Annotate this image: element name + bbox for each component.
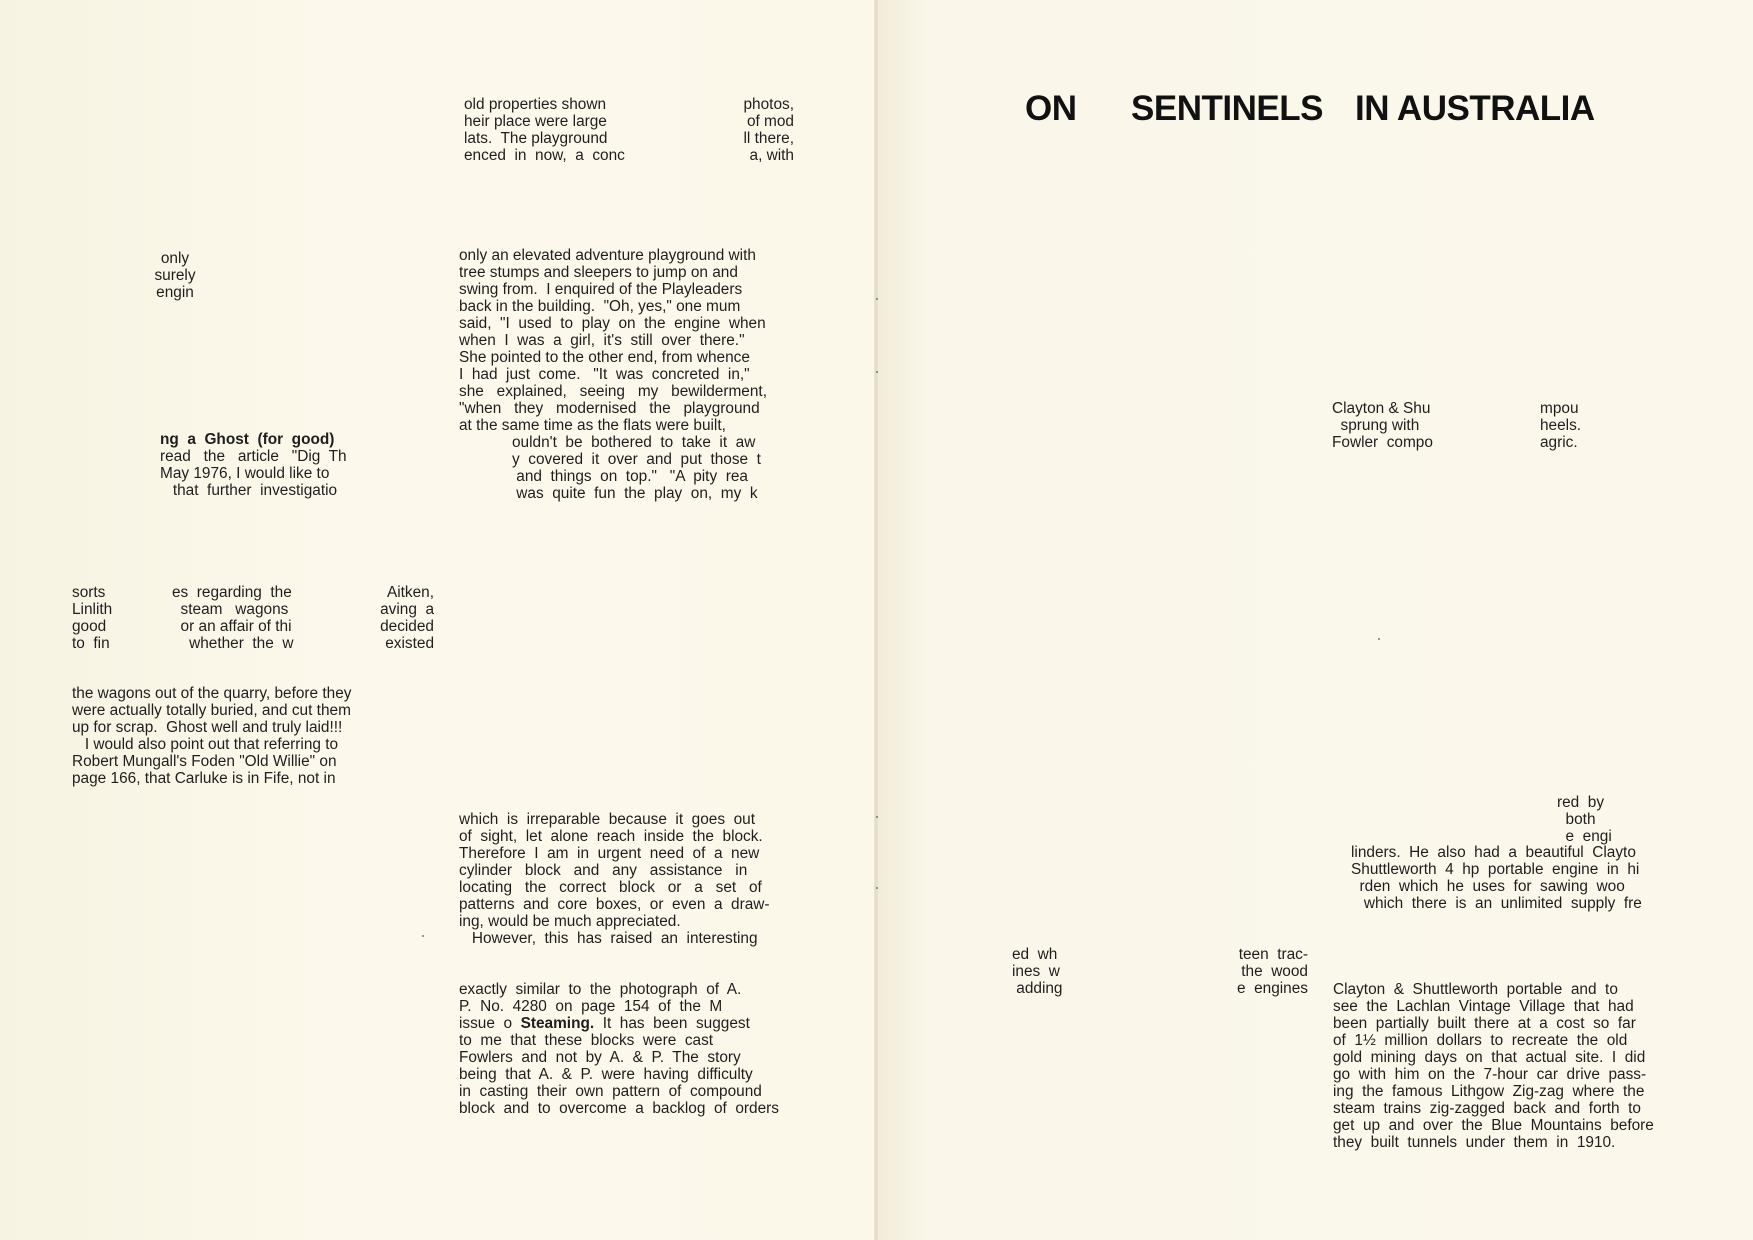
top-mid-right-block: photos, of mod ll there, a, with (743, 96, 794, 164)
block-paragraph-part-2: It has been suggest to me that these blocks were cast Fowlers and not by A. & P. The story being that A. & P. were having difficulty in casting their own pattern of compound block and to overcome a backlog of orders (459, 1015, 779, 1117)
sorts-block-c: Aitken, aving a decided existed (380, 584, 434, 652)
title-word-3: IN AUSTRALIA (1355, 89, 1595, 128)
title-word-2: SENTINELS (1131, 89, 1323, 128)
scan-speck (876, 887, 878, 889)
scan-speck (876, 371, 878, 373)
sorts-block-b: es regarding the steam wagons or an affair of thi whether the w (172, 584, 294, 652)
ghost-heading: ng a Ghost (for good) (160, 431, 335, 448)
scan-speck (1378, 638, 1380, 640)
red-by-block: red by both e engi (1557, 794, 1612, 845)
wagons-paragraph: the wagons out of the quarry, before they were actually totally buried, and cut them up for scrap. Ghost well and truly laid!!! I would also point out that referring to Robert Mungall's Foden "Old Willie" on page 166, that Carluke is in Fife, not in (72, 685, 352, 787)
sorts-block-a: sorts Linlith good to fin (72, 584, 113, 652)
teen-trac-block: teen trac- the wood e engines (1236, 946, 1308, 997)
scan-speck (876, 816, 878, 818)
block-paragraph-part-1: exactly similar to the photograph of A. P. No. 4280 on page 154 of the M issue o (459, 981, 742, 1032)
clayton-block-b: mpou heels. agric. (1540, 400, 1582, 451)
left-fragment-block: only surely engin (154, 250, 196, 301)
ghost-body: read the article "Dig Th May 1976, I would like to that further investigatio (160, 448, 347, 499)
linders-paragraph: linders. He also had a beautiful Clayto Shuttleworth 4 hp portable engine in hi rden which he uses for sawing woo which there is an unlimited supply fre (1351, 844, 1642, 912)
scan-speck (422, 935, 424, 937)
steaming-emphasis: Steaming. (520, 1015, 595, 1032)
playground-paragraph-tail: ouldn't be bothered to take it aw y covered it over and put those t and things on top." "A pity rea was quite fun the play on, my k (512, 434, 761, 502)
title-word-1: ON (1025, 89, 1077, 128)
clayton-block-a: Clayton & Shu sprung with Fowler compo (1332, 400, 1433, 451)
cylinder-paragraph: which is irreparable because it goes out of sight, let alone reach inside the block. Therefore I am in urgent need of a new cylinder block and any assistance in locating the correct block or a set of patterns and core boxes, or even a draw- ing, would be much appreciated. However, this has raised an interesting (459, 811, 770, 947)
playground-paragraph: only an elevated adventure playground with tree stumps and sleepers to jump on and swing from. I enquired of the Playleaders back in the building. "Oh, yes," one mum said, "I used to play on the engine when when I was a girl, it's still over there." She pointed to the other end, from whence I had just come. "It was concreted in," she explained, seeing my bewilderment, "when they modernised the playground at the same time as the flats were built, (459, 247, 767, 434)
page-gutter (874, 0, 878, 1240)
lachlan-paragraph: Clayton & Shuttleworth portable and to see the Lachlan Vintage Village that had been partially built there at a cost so far of 1½ million dollars to recreate the old gold mining days on that actual site. I did go with him on the 7-hour car drive pass- ing the famous Lithgow Zig-zag where the steam trains zig-zagged back and forth to get up and over the Blue Mountains before they built tunnels under them in 1910. (1333, 981, 1654, 1151)
block-paragraph (459, 981, 779, 1117)
ed-wh-block: ed wh ines w adding (1012, 946, 1063, 997)
top-mid-left-block: old properties shown heir place were large lats. The playground enced in now, a conc (464, 96, 625, 164)
scan-speck (876, 298, 878, 300)
